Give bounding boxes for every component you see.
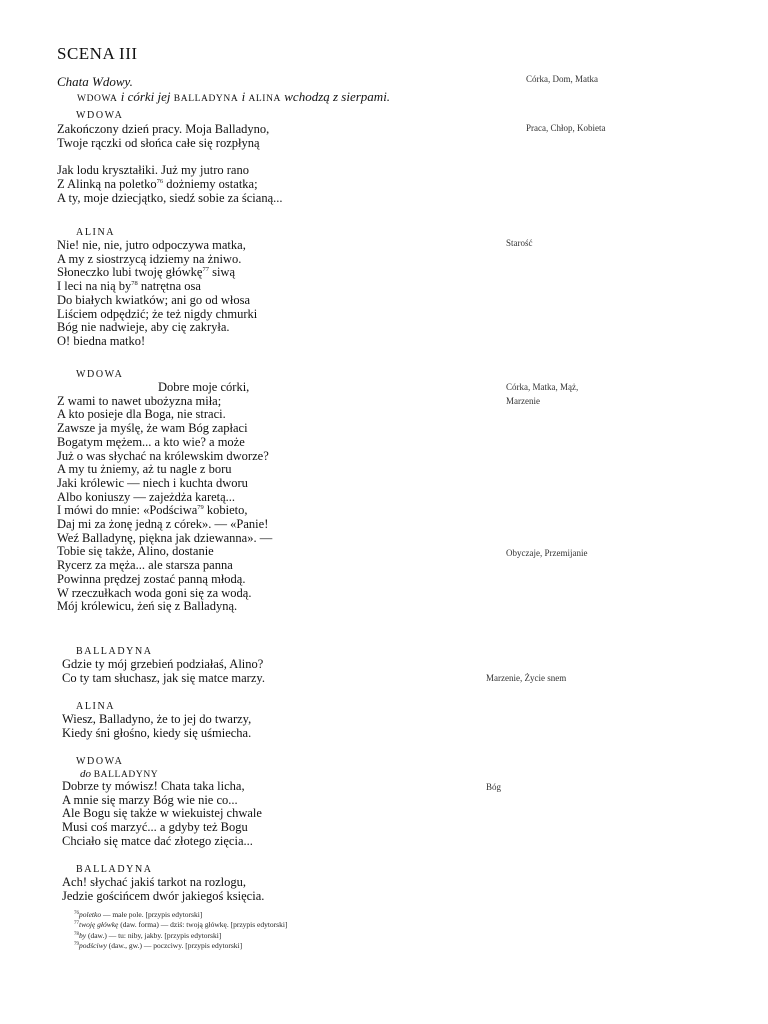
verse-text: Jedzie gościńcem dwór jakiegoś księcia. [62, 888, 265, 903]
verse-line [57, 178, 258, 192]
verse-text: Wiesz, Balladyno, że to jej do twarzy, [62, 712, 252, 726]
verse-text: natrętna osa [137, 279, 201, 294]
verse-text: Musi coś marzyć... a gdyby też Bogu [62, 820, 248, 835]
verse-line [57, 280, 201, 294]
footnote-number: 78 [74, 931, 79, 937]
verse-text: siwą [208, 265, 236, 280]
footnote-term: podściwy [79, 941, 107, 951]
footnote-ref: 78 [131, 280, 138, 288]
verse-line [57, 504, 248, 518]
verse-text: W rzeczułkach woda goni się za wodą. [57, 585, 252, 600]
footnote [74, 941, 242, 950]
verse-text: Dobre moje córki, [158, 380, 250, 394]
verse-line [57, 559, 233, 573]
verse-text: Liściem odpędzić; że też nigdy chmurki [57, 306, 258, 321]
footnote [74, 920, 287, 929]
footnote-ref: 76 [156, 177, 164, 185]
verse-line [57, 463, 232, 477]
verse-line [62, 835, 253, 849]
verse-text: Z Alinką na poletko [57, 176, 157, 191]
theme-tag: Córka, Matka, Mąż, [506, 382, 579, 392]
verse-line [62, 713, 251, 727]
verse-line [62, 780, 245, 794]
verse-text: Mój królewicu, żeń się z Balladyną. [57, 599, 238, 614]
verse-line [57, 422, 248, 436]
verse-text: kobieto, [203, 503, 248, 518]
footnote-text: (daw. forma) — dziś: twoją główkę. [przypis edytorski] [118, 920, 288, 930]
verse-text: I leci na nią by [57, 279, 132, 294]
verse-text: Rycerz za męża... ale starsza panna [57, 558, 233, 573]
footnote-number: 77 [74, 921, 79, 927]
verse-line [57, 164, 249, 178]
verse-text: Daj mi za żonę jedną z córek». — «Panie! [57, 517, 269, 531]
verse-line [57, 408, 226, 422]
speaker-name: WDOWA [76, 756, 124, 767]
verse-line [158, 381, 249, 395]
footnote-term: by [79, 930, 87, 940]
verse-line [57, 321, 230, 335]
verse-line [62, 658, 263, 672]
verse-line [57, 436, 245, 450]
verse-text: Dobrze ty mówisz! Chata taka licha, [62, 779, 245, 793]
verse-text: Zakończony dzień pracy. Moja Balladyno, [57, 122, 270, 136]
footnote-text: — małe pole. [przypis edytorski] [101, 910, 203, 919]
verse-text: Słoneczko lubi twoję główkę [57, 265, 203, 280]
speaker-name: ALINA [76, 701, 116, 712]
verse-line [62, 890, 264, 904]
verse-line [57, 239, 246, 253]
verse-text: Z wami to nawet ubożyzna miła; [57, 393, 222, 408]
verse-line [57, 477, 248, 491]
theme-tag: Marzenie, Życie snem [486, 673, 567, 683]
verse-text: A kto posieje dla Boga, nie straci. [57, 407, 226, 422]
verse-line [57, 192, 283, 206]
footnote-term: twoję główkę [79, 920, 119, 930]
speaker-name: BALLADYNA [76, 864, 153, 875]
verse-line [57, 600, 237, 614]
theme-tag: Praca, Chłop, Kobieta [526, 123, 606, 133]
verse-line [62, 727, 251, 741]
verse-line [57, 587, 251, 601]
verse-text: Bogatym mężem... a kto wie? a może [57, 434, 245, 449]
footnote-text: (daw., gw.) — poczciwy. [przypis edytorski] [106, 941, 243, 951]
direction-word: do [80, 768, 94, 780]
verse-text: Ach! słychać jakiś tarkot na rozlogu, [62, 875, 246, 889]
verse-line [57, 137, 260, 151]
verse-line [57, 450, 269, 464]
footnote-ref: 77 [202, 266, 209, 274]
footnote [74, 910, 202, 919]
stage-direction: WDOWA i córki jej BALLADYNA i ALINA wchodzą z sierpami. [77, 89, 391, 104]
verse-text: Kiedy śni głośno, kiedy się uśmiecha. [62, 725, 252, 740]
speaker-name: BALLADYNA [76, 646, 153, 657]
direction-name: BALLADYNY [93, 770, 159, 780]
speaker-name: WDOWA [76, 110, 124, 121]
verse-line [57, 395, 221, 409]
footnote-number: 79 [74, 942, 79, 948]
verse-text: A my tu żniemy, aż tu nagle z boru [57, 462, 232, 477]
verse-text: Jaki królewic — niech i kuchta dworu [57, 475, 248, 490]
verse-line [57, 491, 235, 505]
scene-title: SCENA III [57, 44, 138, 63]
verse-text: Do białych kwiatków; ani go od włosa [57, 292, 251, 307]
theme-tag: Starość [506, 238, 533, 248]
verse-line [62, 807, 262, 821]
verse-line [57, 253, 241, 267]
verse-text: Bóg nie nadwieje, aby cię zakryła. [57, 320, 230, 335]
verse-text: Chciało się matce dać złotego zięcia... [62, 833, 253, 848]
verse-line [57, 545, 214, 559]
verse-text: Albo koniuszy — zajeżdża karetą... [57, 489, 236, 504]
verse-text: Ale Bogu się także w wiekuistej chwale [62, 806, 262, 821]
verse-line [57, 335, 145, 349]
verse-text: Gdzie ty mój grzebień podziałaś, Alino? [62, 657, 264, 671]
theme-tag: Marzenie [506, 396, 540, 406]
verse-line [57, 573, 245, 587]
verse-line [62, 672, 265, 686]
verse-text: Twoje rączki od słońca całe się rozpłyną [57, 135, 260, 150]
verse-line [57, 123, 269, 137]
verse-line [57, 532, 272, 546]
verse-text: A my z siostrzycą idziemy na żniwo. [57, 251, 242, 266]
speaker-name: WDOWA [76, 369, 124, 380]
verse-text: Jak lodu kryształiki. Już my jutro rano [57, 163, 249, 178]
footnote [74, 931, 221, 940]
verse-text: Tobie się także, Alino, dostanie [57, 544, 214, 559]
verse-line [57, 266, 235, 280]
footnote-text: (daw.) — tu: niby, jakby. [przypis edytorski] [86, 930, 222, 940]
footnote-number: 76 [74, 911, 79, 916]
verse-line [62, 821, 248, 835]
verse-line [62, 876, 246, 890]
verse-text: Powinna prędzej zostać panną młodą. [57, 571, 246, 586]
speaker-name: ALINA [76, 227, 116, 238]
stage-place: Chata Wdowy. [57, 74, 133, 89]
verse-text: Co ty tam słuchasz, jak się matce marzy. [62, 670, 265, 685]
verse-line [62, 794, 238, 808]
verse-text: A ty, moje dziecjątko, siedź sobie za ścianą... [57, 190, 283, 205]
verse-text: Zawsze ja myślę, że wam Bóg zapłaci [57, 421, 248, 436]
verse-line [57, 518, 268, 532]
theme-tag: Bóg [486, 782, 502, 792]
verse-text: O! biedna matko! [57, 333, 146, 348]
footnote-term: poletko [79, 910, 102, 919]
verse-text: dożniemy ostatka; [163, 176, 258, 191]
footnote-ref: 79 [197, 504, 204, 512]
verse-line [57, 308, 257, 322]
verse-text: Weź Balladynę, piękna jak dziewanna». — [57, 530, 273, 545]
theme-tag: Obyczaje, Przemijanie [506, 548, 588, 558]
verse-line [57, 294, 250, 308]
verse-text: Nie! nie, nie, jutro odpoczywa matka, [57, 238, 246, 252]
verse-text: I mówi do mnie: «Podściwa [57, 503, 198, 518]
verse-text: A mnie się marzy Bóg wie nie co... [62, 792, 238, 807]
verse-text: Już o was słychać na królewskim dworze? [57, 448, 269, 463]
theme-tag: Córka, Dom, Matka [526, 74, 598, 84]
